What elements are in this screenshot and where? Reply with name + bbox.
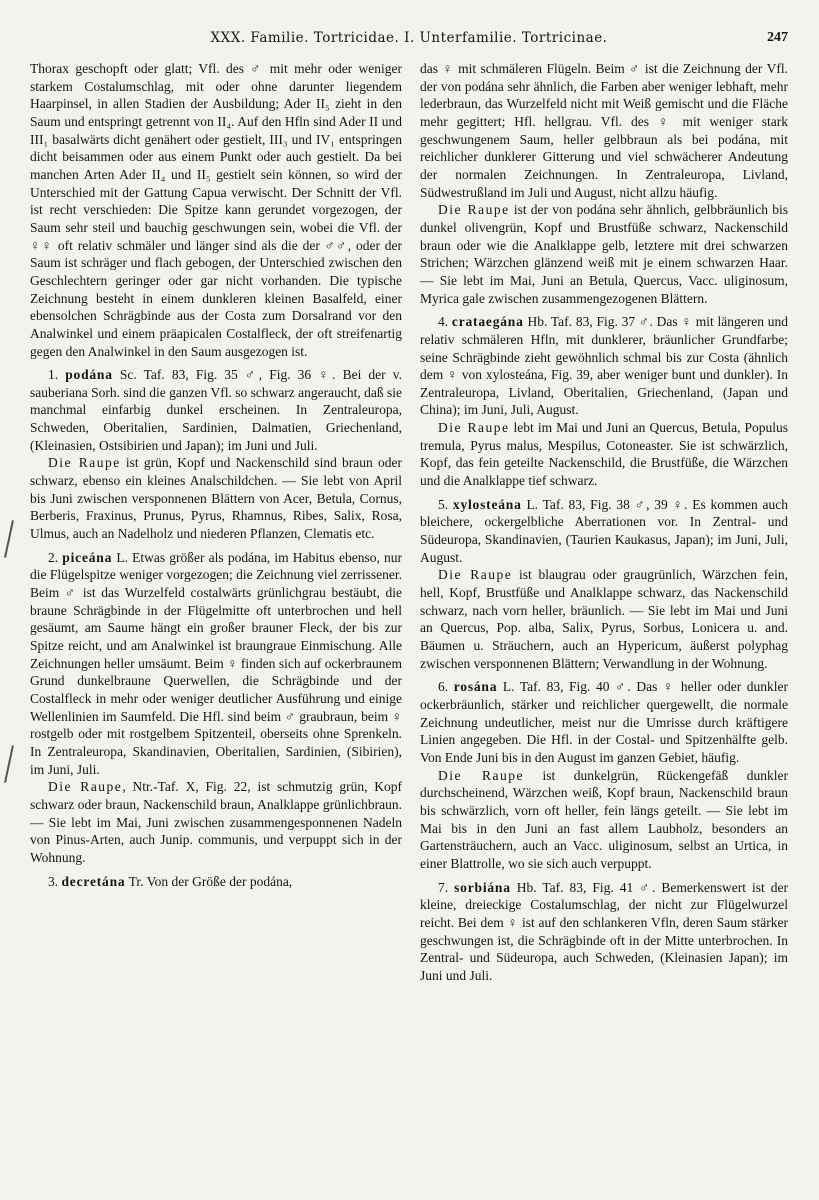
larva-lead: Die Raupe bbox=[438, 567, 513, 583]
species-name: sorbiána bbox=[454, 879, 511, 895]
species-number: 7. bbox=[438, 879, 449, 895]
species-entry-piceana bbox=[30, 549, 402, 779]
species-entry-podana bbox=[30, 366, 402, 454]
larva-lead: Die Raupe bbox=[438, 202, 510, 218]
right-column bbox=[420, 60, 788, 984]
page-number: 247 bbox=[767, 30, 788, 45]
larva-text: ist der von podána sehr ähnlich, gelbbräunlich bis dunkel olivengrün, Kopf und Brustfüße schwarz, Nackenschild braun oder wie die Analklappe gelb, letztere mit drei schwarzen Strichen; Wärzchen glänzend weiß mit je einem schwarzen Haar. — Sie lebt im Mai, Juni an Betula, Quercus, Vacc. uliginosum, Myrica gale zwischen zusammengezogenen Blättern. bbox=[420, 202, 788, 306]
larva-paragraph bbox=[420, 566, 788, 672]
larva-paragraph bbox=[30, 454, 402, 542]
species-text: L. Etwas größer als podána, im Habitus ebenso, nur die Flügelspitze weniger vorgezogen; die Zeichnung viel zerrissener. Beim ♂ ist das Wurzelfeld costalwärts grünlichgrau bestäubt, die braune Schrägbinde in der Flügelmitte oft unterbrochen und hell gesäumt, am Saume hängt ein großer brauner Fleck, der bis zur Spitze reicht, und am Analwinkel ist braungraue Einmischung. Alle Zeichnungen heller umsäumt. Beim ♀ finden sich auf ockerbraunem Grund dunkelbraune Querwellen, die Schrägbinde und der Costalfleck in mehr oder weniger deutlicher Ausführung und einige Wellenlinien im Saumfeld. Die Hfl. sind beim ♂ graubraun, beim ♀ rostgelb oder mit rostgelbem Spitzenteil, oberseits ohne Sprenkeln. In Zentraleuropa, Skandinavien, Oberitalien, Sardinien, (Sibirien), im Juni, Juli. bbox=[30, 549, 402, 777]
larva-text: lebt im Mai und Juni an Quercus, Betula, Populus tremula, Pyrus malus, Mespilus, Cotoneaster. Sie ist schwärzlich, Kopf, das fein geteilte Nackenschild, die Brustfüße, die Wärzchen und die Analklappe tief schwarz. bbox=[420, 420, 788, 489]
species-name: xylosteána bbox=[452, 496, 522, 512]
species-number: 5. bbox=[438, 496, 449, 512]
species-entry-sorbiana bbox=[420, 879, 788, 985]
species-number: 6. bbox=[438, 679, 449, 695]
larva-text: ist dunkelgrün, Rückengefäß dunkler durchscheinend, Wärzchen weiß, Kopf braun, Nackenschild braun bis schwärzlich, vorn oft heller, fein längs geteilt. — Sie lebt im Mai bis in den Juni an fast allem Laubholz, besonders an Gartensträuchern, auch an Vacc. uliginosum, selbst an Urtica, in einer Blattrolle, wo sie sich auch verpuppt. bbox=[420, 767, 788, 871]
species-text: Hb. Taf. 83, Fig. 37 ♂. Das ♀ mit längeren und relativ schmäleren Hfln, mit dunklerer, bräunlicher Grundfarbe; seine Schrägbinde zieht gewöhnlich schmal bis zur Costa (ähnlich dem ♀ von xylosteána, Fig. 39, aber weniger bunt und dunkler). In Zentraleuropa, Livland, Oberitalien, Griechenland, (Japan und China); im Juni, Juli, August. bbox=[420, 314, 789, 418]
species-name: podána bbox=[65, 367, 113, 383]
species-name: crataegána bbox=[451, 314, 524, 330]
species-name: decretána bbox=[61, 873, 126, 889]
running-head: XXX. Familie. Tortricidae. I. Unterfamilie. Tortricinae. bbox=[210, 30, 608, 46]
larva-text: ist grün, Kopf und Nackenschild sind braun oder schwarz, ebenso ein kleines Analschildchen. — Sie lebt von April bis Juni zwischen versponnenen Blättern von Acer, Betula, Cornus, Berberis, Fraxinus, Prunus, Pyrus, Rhamnus, Ribes, Salix, Rosa, Ulmus, auch an Nadelholz und niederen Pflanzen, Clematis etc. bbox=[30, 455, 402, 542]
margin-pencil-mark bbox=[4, 745, 14, 783]
species-text: L. Taf. 83, Fig. 38 ♂, 39 ♀. Es kommen auch bleichere, ockergelbliche Aberrationen vor. In Zentral- und Südeuropa, Skandinavien, (Taurien Kaukasus, Japan); im Juni, Juli, August. bbox=[420, 496, 789, 565]
larva-text: , Ntr.-Taf. X, Fig. 22, ist schmutzig grün, Kopf schwarz oder braun, Nackenschild braun, Analklappe grünlichbraun. — Sie lebt im Mai, Juni zwischen zusammengesponnenen Nadeln von Pinus-Arten, auch Junip. communis, und verpuppt sich in der Wohnung. bbox=[30, 779, 403, 865]
species-entry-rosana bbox=[420, 678, 788, 766]
species-text: Tr. Von der Größe der podána, bbox=[128, 873, 293, 889]
species-text: Sc. Taf. 83, Fig. 35 ♂, Fig. 36 ♀. Bei der v. sauberiana Sorh. sind die ganzen Vfl. so schwarz angeraucht, daß sie manchmal einfarbig dunkel erscheinen. In Zentraleuropa, Schweden, Oberitalien, Sardinien, Dalmatien, Griechenland, (Kleinasien, Ostsibirien und Japan); im Juni und Juli. bbox=[30, 367, 403, 453]
species-number: 3. bbox=[48, 873, 59, 889]
species-number: 4. bbox=[438, 314, 449, 330]
species-name: piceána bbox=[62, 549, 113, 565]
margin-pencil-mark bbox=[4, 520, 14, 558]
larva-lead: Die Raupe bbox=[48, 779, 123, 795]
species-text: L. Taf. 83, Fig. 40 ♂. Das ♀ heller oder dunkler ockerbräunlich, stärker und reichlicher quergewellt, die normale Zeichnung undeutlicher, meist nur die Umrisse durch kräftigere Linien angegeben. Die Hfl. in der Costal- und Spitzenhälfte gelb. Von Ende Juni bis in den August im ganzen Gebiet, häufig. bbox=[420, 679, 789, 765]
larva-paragraph bbox=[420, 419, 788, 490]
larva-lead: Die Raupe bbox=[438, 767, 524, 783]
larva-text: ist blaugrau oder graugrünlich, Wärzchen fein, hell, Kopf, Brustfüße und Analklappe schwarz, das Nackenschild schwarz, nach vorn heller, bräunlich. — Sie lebt im Mai und Juni an Quercus, Pop. alba, Salix, Pyrus, Sorbus, Lonicera u. and. Bäumen u. Sträuchern, auch an Hypericum, äußerst polyphag zwischen versponnenen Blättern; Verwandlung in der Wohnung. bbox=[420, 567, 788, 671]
larva-lead: Die Raupe bbox=[48, 455, 121, 471]
left-column bbox=[30, 60, 402, 890]
larva-paragraph bbox=[30, 778, 402, 866]
species-entry-xylosteana bbox=[420, 496, 788, 567]
species-name: rosána bbox=[453, 679, 498, 695]
species-number: 2. bbox=[48, 549, 59, 565]
species-number: 1. bbox=[48, 367, 59, 383]
genus-description-paragraph: Thorax geschopft oder glatt; Vfl. des ♂ mit mehr oder weniger starkem Costalumschlag, mit oder ohne darunter liegendem Haarpinsel, in allen Stadien der Ausbildung; Ader II₅ zieht in den Saum und entspringt getrennt von II₄. Auf den Hfln sind Ader II und III₁ basalwärts dicht genähert oder gestielt, III₃ und IV₁ entspringen dicht beisammen oder aus einem Punkt oder auch gestielt. Da bei manchen Arten Ader II₄ und II₅ gestielt sein können, so wird der Unterschied mit der Gattung Capua verwischt. Der Schnitt der Vfl. ist recht verschieden: Die Spitze kann gerundet vorgezogen, der Saum sehr steil und bauchig geschwungen sein, wobei die Vfl. der ♀♀ oft relativ schmäler und länger sind als die der ♂♂, oder der Saum ist schräger und flach gebogen, der Unterschied zwischen den Geschlechtern geringer oder gar nicht vorhanden. Die typische Zeichnung besteht in einem dunkleren kleinen Basalfeld, einer ebensolchen Schrägbinde aus der Costa zum Dorsalrand vor den Analwinkel und einem präapicalen Costalfleck, der oft streifenartig gegen den Analwinkel in den Saum ausgezogen ist. bbox=[30, 61, 402, 359]
species-entry-decretana bbox=[30, 873, 402, 891]
page-header bbox=[30, 30, 788, 52]
continued-paragraph: das ♀ mit schmäleren Flügeln. Beim ♂ ist die Zeichnung der Vfl. der von podána sehr ähnlich, die Farben aber weniger lebhaft, mehr lederbraun, das Wurzelfeld nicht mit Weiß gemischt und die Fläche mehr gegittert; Hfl. hellgrau. Vfl. des ♀ mit weniger stark geschwungenem Saum, heller gelbbraun als bei podána, mit reichlicher dunklerer Gitterung und viel schwächerer Andeutung der normalen Zeichnungen. In Zentraleuropa, Livland, Südwestrußland im Juli und August, nicht allzu häufig. bbox=[420, 61, 788, 200]
species-entry-crataegana bbox=[420, 313, 788, 419]
larva-paragraph bbox=[420, 767, 788, 873]
larva-paragraph bbox=[420, 201, 788, 307]
species-text: Hb. Taf. 83, Fig. 41 ♂. Bemerkenswert ist der kleine, dreieckige Costalumschlag, der nicht zur Flügelwurzel reicht. Bei dem ♀ ist auf den schlankeren Vfln, deren Saum stärker geschwungen ist, die Schrägbinde oft in der Mitte unterbrochen. In Zentral- und Südeuropa, auch Schweden, (Kleinasien Japan); im Juni und Juli. bbox=[420, 879, 788, 983]
larva-lead: Die Raupe bbox=[438, 420, 510, 436]
